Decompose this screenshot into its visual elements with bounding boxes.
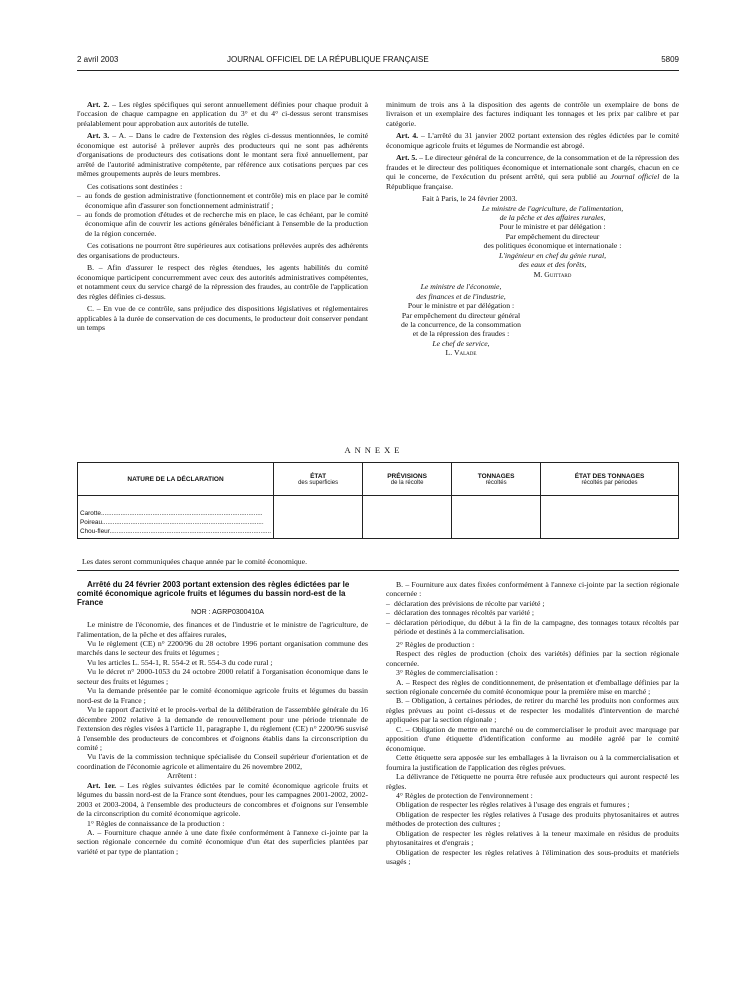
paragraph: Vu le décret n° 2000-1053 du 24 octobre 2000 relatif à l'organisation économique dans le secteur des fruits et légumes ; [77,667,368,686]
article-4-label: Art. 4. [396,131,419,141]
paragraph: B. – Fourniture aux dates fixées conformément à l'annexe ci-jointe par la section régionale concernée : [386,580,679,599]
article-3-label: Art. 3. [87,131,110,141]
list-item: – déclaration des prévisions de récolte par variété ; [386,599,679,608]
column-header: TONNAGES récoltés [452,463,541,496]
crop-item: Chou-fleur ..... [80,527,271,536]
column-header: ÉTAT des superficies [274,463,363,496]
article-4: Art. 4. – L'arrêté du 31 janvier 2002 portant extension des règles édictées par le comité économique agricole fruits et légumes de Normandie est abrogé. [386,131,679,150]
paragraph: C. – En vue de ce contrôle, sans préjudice des dispositions législatives et réglementaires applicables à la durée de conservation de ces documents, le producteur doit conserver pendant un temps [77,304,368,332]
paragraph: La délivrance de l'étiquette ne pourra être refusée aux producteurs qui auront respecté les règles. [386,772,679,791]
article-1: Art. 1er. – Les règles suivantes édictées par le comité économique agricole fruits et légumes du bassin nord-est de la France sont étendues, pour les campagnes 2001-2002, 2002-2003 et 2003-2004, à l'ensemble des producteurs de concombres et d'oignons sur l'ensemble de la circonscription du comité économique agricole. [77,780,368,819]
column-header: ÉTAT DES TONNAGES récoltés par périodes [541,463,679,496]
paragraph: C. – Obligation de mettre en marché ou de commercialiser le produit avec marquage par apposition d'une étiquette d'identification conforme au modèle agréé par le comité économique. [386,724,679,753]
header-page-number: 5809 [661,55,679,64]
decree-title: Arrêté du 24 février 2003 portant extension des règles édictées par le comité économique agricole fruits et légumes du bassin nord-est de la France [77,580,350,608]
section-rule [77,570,679,571]
paragraph: 2° Règles de production : [396,639,475,649]
paragraph: Obligation de respecter les règles relatives à la teneur maximale en résidus de produits phytosanitaires et d'engrais ; [386,828,679,848]
paragraph: Vu la demande présentée par le comité économique agricole fruits et légumes du bassin nord-est de la France ; [77,686,368,705]
bottom-left-column [77,580,368,856]
paragraph: Vu le rapport d'activité et le procès-verbal de la délibération de l'assemblée générale du 16 décembre 2002 relative à la demande de renouvellement pour une période triennale de l'extension des règles visées à l'article 11, paragraphe 1, du règlement (CE) n° 2200/96 susvisé à l'ensemble des producteurs de concombres et d'oignons établis dans la circonscription du comité ; [77,705,368,752]
table-header-row [78,463,679,496]
article-2-label: Art. 2. [87,100,110,109]
table-row [78,496,679,539]
article-1-label: Art. 1er. [87,780,117,790]
paragraph: Vu l'avis de la commission technique spécialisée du Conseil supérieur d'orientation et de coordination de l'économie agricole et alimentaire du 26 novembre 2002, [77,752,368,771]
list-item: – déclaration des tonnages récoltés par variété ; [386,608,679,617]
paragraph: B. – Afin d'assurer le respect des règles étendues, les agents habilités du comité économique participent concurremment avec ceux des autorités administratives compétentes, et notamment ceux du service chargé de la répression des fraudes, au contrôle de l'application des règles définies ci-dessus. [77,263,368,301]
signature-date: Fait à Paris, le 24 février 2003. [422,194,518,204]
column-header: NATURE DE LA DÉCLARATION [78,463,274,496]
list-item: – déclaration périodique, du début à la fin de la campagne, des tonnages totaux récoltés par période et destinés à la commercialisation. [386,618,679,637]
paragraph: Le ministre de l'économie, des finances et de l'industrie et le ministre de l'agriculture, de l'alimentation, de la pêche et des affaires rurales, [77,620,368,639]
column-header: PRÉVISIONS de la récolte [363,463,452,496]
paragraph: minimum de trois ans à la disposition des agents de contrôle un exemplaire de bons de livraison et un exemplaire des factures indiquant les tonnages et les prix par calibre et par catégorie. [386,100,679,128]
list-item: – au fonds de promotion d'études et de recherche mis en place, le cas échéant, par le comité économique afin de couvrir les actions générales bénéficiant à l'ensemble de la production de la région concernée. [77,210,368,238]
top-left-column [77,100,368,332]
paragraph: Arrêtent : [167,771,197,781]
annex-table [77,462,679,539]
signature-block-economie: Le ministre de l'économie, des finances et de l'industrie, Pour le ministre et par délégation : Par empêchement du directeur général de la concurrence, de la consommation et de la répression des fraudes : Le chef de service, L. Valade [401,282,521,358]
crop-list-cell [78,496,274,539]
crop-item: Carotte ..... [80,509,271,518]
paragraph: Obligation de respecter les règles relatives à l'élimination des sous-produits et matériels usagés ; [386,847,679,867]
paragraph: Ces cotisations sont destinées : [87,181,183,191]
paragraph: B. – Obligation, à certaines périodes, de retirer du marché les produits non conformes aux règles prévues au point ci-dessus et de respecter les modalités d'intervention de marché appliquées par la section régionale ; [386,696,679,725]
paragraph: Vu le règlement (CE) n° 2200/96 du 28 octobre 1996 portant organisation commune des marchés dans le secteur des fruits et légumes ; [77,638,368,658]
nor-reference: NOR : AGRP0300410A [191,608,264,616]
paragraph: 1° Règles de connaissance de la production : [87,818,225,828]
article-2: Art. 2. – Les règles spécifiques qui seront annuellement définies pour chaque produit à l'occasion de chaque campagne en application du 3° et du 4° ci-dessus seront transmises préalablement pour approbation aux autorités de tutelle. [77,100,368,128]
header-date: 2 avril 2003 [77,55,119,64]
header-journal-title: JOURNAL OFFICIEL DE LA RÉPUBLIQUE FRANÇAISE [227,55,429,64]
signature-block-agriculture: Le ministre de l'agriculture, de l'alimentation, de la pêche et des affaires rurales, Pour le ministre et par délégation : Par empêchement du directeur des politiques économique et internationale : L'ingénieur en chef du génie rural, des eaux et des forêts, M. Guittard [481,203,624,279]
paragraph: Obligation de respecter les règles relatives à l'usage des engrais et fumures ; [396,800,630,810]
article-3: Art. 3. – A. – Dans le cadre de l'extension des règles ci-dessus mentionnées, le comité économique est autorisé à prélever auprès des producteurs qui ne sont pas adhérents d'organisations de producteurs des cotisations dont le montant sera fixé annuellement, par arrêté de l'autorité administrative compétente, par référence aux cotisations perçues par ces mêmes groupements auprès de leurs membres. [77,131,368,179]
annex-title: ANNEXE [344,445,404,455]
crop-item: Poireau ..... [80,518,271,527]
paragraph: A. – Fourniture chaque année à une date fixée conformément à l'annexe ci-jointe par la section régionale concernée du comité économique d'un état des superficies plantées par variété et par type de plantation ; [77,828,368,856]
top-right-column [386,100,679,358]
table-cell [541,496,679,539]
table-cell [274,496,363,539]
running-header [77,55,679,67]
paragraph: Cette étiquette sera apposée sur les emballages à la livraison ou à la commercialisation et fournira la justification de l'application des règles prévues. [386,753,679,772]
paragraph: A. – Respect des règles de conditionnement, de présentation et d'emballage définies par la section régionale concernée du comité économique pour la première mise en marché ; [386,677,679,696]
header-rule [77,70,679,71]
bottom-right-column [386,580,679,867]
paragraph: Ces cotisations ne pourront être supérieures aux cotisations prélevées auprès des adhérents des organisations de producteurs. [77,241,368,260]
paragraph: Obligation de respecter les règles relatives à l'usage des produits phytosanitaires et autres méthodes de protection des cultures ; [386,809,679,829]
paragraph: Vu les articles L. 554-1, R. 554-2 et R. 554-3 du code rural ; [87,657,273,667]
table-cell [452,496,541,539]
paragraph: Respect des règles de production (choix des variétés) définies par la section régionale concernée. [386,649,679,668]
article-5: Art. 5. – Le directeur général de la concurrence, de la consommation et de la répression des fraudes et le directeur des politiques économique et internationale sont chargés, chacun en ce qui le concerne, de l'exécution du présent arrêté, qui sera publié au Journal officiel de la République française. [386,153,679,191]
paragraph: 4° Règles de protection de l'environnement : [396,790,533,800]
article-5-label: Art. 5. [396,153,418,163]
paragraph: 3° Règles de commercialisation : [396,668,498,678]
list-item: – au fonds de gestion administrative (fonctionnement et contrôle) mis en place par le comité économique afin d'assurer son fonctionnement administratif ; [77,191,368,210]
table-cell [363,496,452,539]
annex-note: Les dates seront communiquées chaque année par le comité économique. [82,557,307,566]
